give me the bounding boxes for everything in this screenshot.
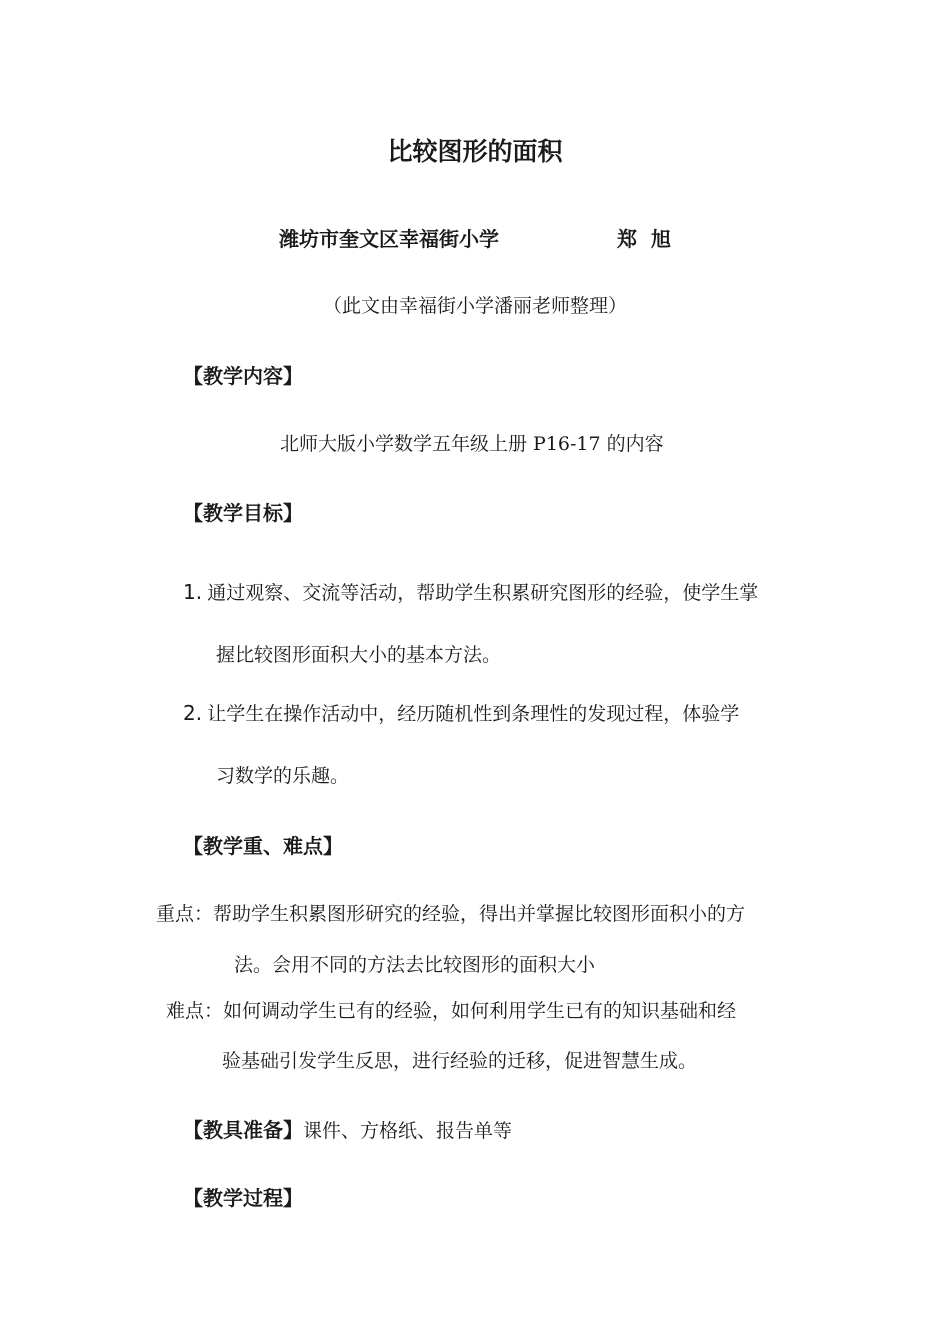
difficulty-text-line2: 验基础引发学生反思，进行经验的迁移，促进智慧生成。: [222, 1050, 698, 1072]
difficulty-text-line1: 难点：如何调动学生已有的经验，如何利用学生已有的知识基础和经: [166, 1000, 737, 1022]
teaching-content-heading: 【教学内容】: [183, 364, 303, 388]
goal-item-1: [183, 578, 758, 605]
school-name: 潍坊市奎文区幸福街小学: [279, 227, 500, 251]
teaching-content-text: 北师大版小学数学五年级上册 P16-17 的内容: [280, 433, 664, 455]
author-name: 郑 旭: [617, 227, 671, 251]
goal-1-text-line2: 握比较图形面积大小的基本方法。: [216, 644, 502, 666]
author-line: [0, 223, 950, 252]
goal-2-text-line2: 习数学的乐趣。: [216, 765, 350, 787]
materials-text: 课件、方格纸、报告单等: [303, 1120, 513, 1142]
key-points-heading: 【教学重、难点】: [183, 834, 343, 858]
editor-note: （此文由幸福街小学潘丽老师整理）: [322, 295, 627, 317]
focus-text-line2: 法。会用不同的方法去比较图形的面积大小: [234, 954, 596, 976]
goal-text-line1: 通过观察、交流等活动，帮助学生积累研究图形的经验，使学生掌: [207, 582, 759, 604]
goal-text-line1: 让学生在操作活动中，经历随机性到条理性的发现过程，体验学: [207, 703, 740, 725]
teaching-goals-heading: 【教学目标】: [183, 501, 303, 525]
goal-number: 2.: [183, 701, 203, 725]
goal-number: 1.: [183, 580, 203, 604]
teaching-process-heading: 【教学过程】: [183, 1186, 303, 1210]
materials-heading: 【教具准备】: [183, 1118, 303, 1142]
document-title: 比较图形的面积: [387, 137, 563, 166]
materials-line: [183, 1114, 512, 1143]
focus-text-line1: 重点：帮助学生积累图形研究的经验，得出并掌握比较图形面积小的方: [156, 903, 746, 925]
goal-item-2: [183, 699, 739, 726]
